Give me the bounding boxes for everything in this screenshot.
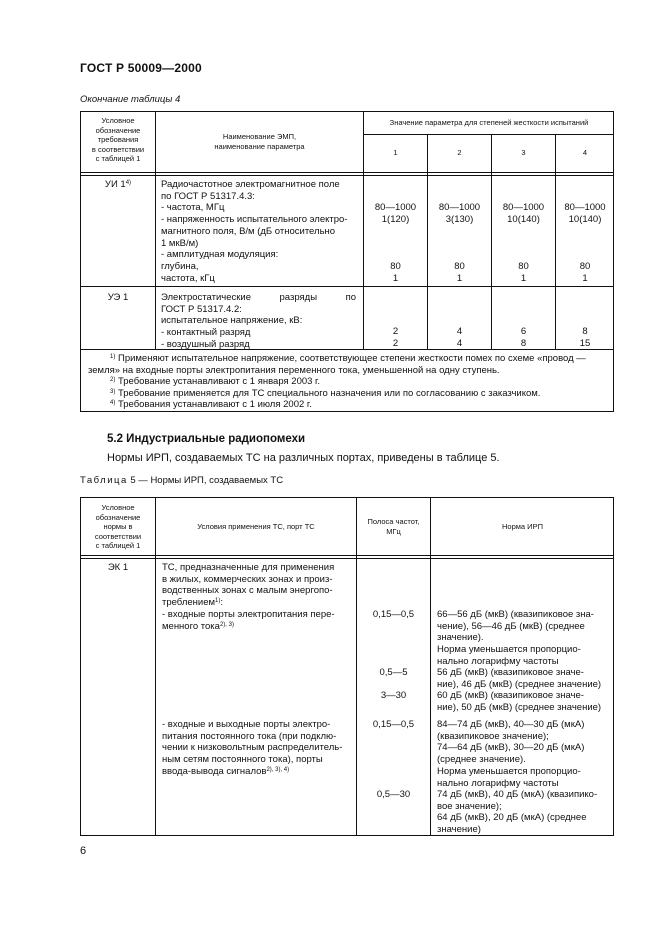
t4-r1-freq-1: 80—1000 1(120) [374, 202, 417, 225]
section-paragraph: Нормы ИРП, создаваемых ТС на различных портах, приведены в таблице 5. [107, 452, 500, 464]
section-title: 5.2 Индустриальные радиопомехи [107, 433, 306, 445]
t5-norm-1: 66—56 дБ (мкВ) (квазипиковое зна- чение), 56—46 дБ (мкВ) (среднее значение). [437, 609, 594, 644]
t4-r1-freq-3: 80—1000 10(140) [502, 202, 545, 225]
t4-row1-desc: Радиочастотное электромагнитное поле по ГОСТ Р 51317.4.3: - частота, МГц - напряженность испытательного электро- магнитного поля, В/м (дБ относительно 1 мкВ/м) - амплитудная модуляция: глубина, частота, кГц [161, 179, 348, 284]
t4-head-degree-1: 1 [393, 148, 398, 157]
t4-r1-mod-3: 80 1 [518, 261, 529, 284]
t5-norm-5: 84—74 дБ (мкВ), 40—30 дБ (мкА) (квазипиковое значение); 74—64 дБ (мкВ), 30—20 дБ (мкА) (среднее значение). [437, 719, 585, 766]
t4-row2-code: УЭ 1 [107, 292, 129, 303]
t5-head-conditions: Условия применения ТС, порт ТС [197, 522, 315, 531]
t4-r2-val-1: 2 2 [392, 326, 399, 349]
table-4 [80, 111, 614, 412]
t4-r2-val-4: 8 15 [579, 326, 591, 349]
t5-cond-c: - входные и выходные порты электро- питания постоянного тока (при подклю- чении к низковольтным распределитель- ным сетям постоянного тока), порты ввода-вывода сигналов$^{2), 3), 4)}$ [162, 719, 343, 777]
t5-norm-4: 60 дБ (мкВ) (квазипиковое значе- ние), 50 дБ (мкВ) (среднее значение) [437, 690, 602, 713]
t5-head-band: Полоса частот, МГц [367, 517, 420, 536]
t4-head-degree-2: 2 [457, 148, 462, 157]
t5-cond-a: ТС, предназначенные для применения в жилых, коммерческих зонах и произ- водственных зонах с малым энергопо- треблением$^{1)}$: [162, 562, 335, 609]
page-number: 6 [80, 845, 87, 857]
t5-code: ЭК 1 [107, 562, 129, 573]
t4-r2-val-3: 6 8 [520, 326, 527, 349]
t5-cond-b: - входные порты электропитания пере- менного тока$^{2), 3)}$ [162, 609, 335, 632]
t4-r1-freq-2: 80—1000 3(130) [438, 202, 481, 225]
t5-norm-3: 56 дБ (мкВ) (квазипиковое значе- ние), 46 дБ (мкВ) (среднее значение) [437, 667, 602, 690]
t5-head-code: Условное обозначение нормы в соответствии с таблицей 1 [94, 503, 142, 551]
t4-head-value: Значение параметра для степеней жесткости испытаний [389, 118, 589, 127]
t4-head-degree-4: 4 [582, 148, 588, 157]
t5-band-1: 0,15—0,5 [372, 609, 415, 620]
t4-r1-mod-4: 80 1 [579, 261, 591, 284]
table5-caption: Таблица 5 — Нормы ИРП, создаваемых ТС [80, 475, 284, 486]
t5-norm-6: Норма уменьшается пропорцио- нально логарифму частоты [437, 766, 581, 789]
t5-band-3: 3—30 [380, 690, 407, 701]
t4-r1-mod-2: 80 1 [454, 261, 465, 284]
t4-r1-mod-1: 80 1 [390, 261, 401, 284]
document-header: ГОСТ Р 50009—2000 [80, 61, 202, 75]
t4-r1-freq-4: 80—1000 10(140) [564, 202, 606, 225]
t5-norm-7: 74 дБ (мкВ), 40 дБ (мкА) (квазипико- вое значение); 64 дБ (мкВ), 20 дБ (мкА) (среднее значение) [437, 789, 598, 836]
t4-row1-code: УИ 1$^{4)}$ [104, 179, 132, 190]
t4-row2-desc: Электростатические разряды по ГОСТ Р 51317.4.2: испытательное напряжение, кВ: - контактный разряд - воздушный разряд [161, 292, 356, 350]
t5-band-5: 0,5—30 [376, 789, 411, 800]
t4-head-code: Условное обозначение требования в соответствии с таблицей 1 [91, 116, 145, 164]
t4-footnotes: $^{1)}$ Применяют испытательное напряжение, соответствующее степени жесткости помех по схеме «провод — земля» на входные порты электропитания переменного тока, уменьшенной на одну ступень. $^{2)}$ Требование устанавливают с 1 января 2003 г. $^{3)}$ Требование применяется для ТС специального назначения или по согласованию с заказчиком. $^{4)}$ Требования устанавливают с 1 июля 2002 г. [88, 353, 586, 410]
t4-r2-val-2: 4 4 [456, 326, 463, 349]
table-5 [80, 497, 614, 836]
t5-norm-2: Норма уменьшается пропорцио- нально логарифму частоты [437, 644, 581, 667]
t4-head-name: Наименование ЭМП, наименование параметра [214, 132, 305, 151]
t4-head-degree-3: 3 [521, 148, 526, 157]
table4-caption: Окончание таблицы 4 [80, 94, 181, 105]
t5-band-4: 0,15—0,5 [372, 719, 415, 730]
t5-band-2: 0,5—5 [379, 667, 408, 678]
t5-head-norm: Норма ИРП [502, 522, 543, 531]
